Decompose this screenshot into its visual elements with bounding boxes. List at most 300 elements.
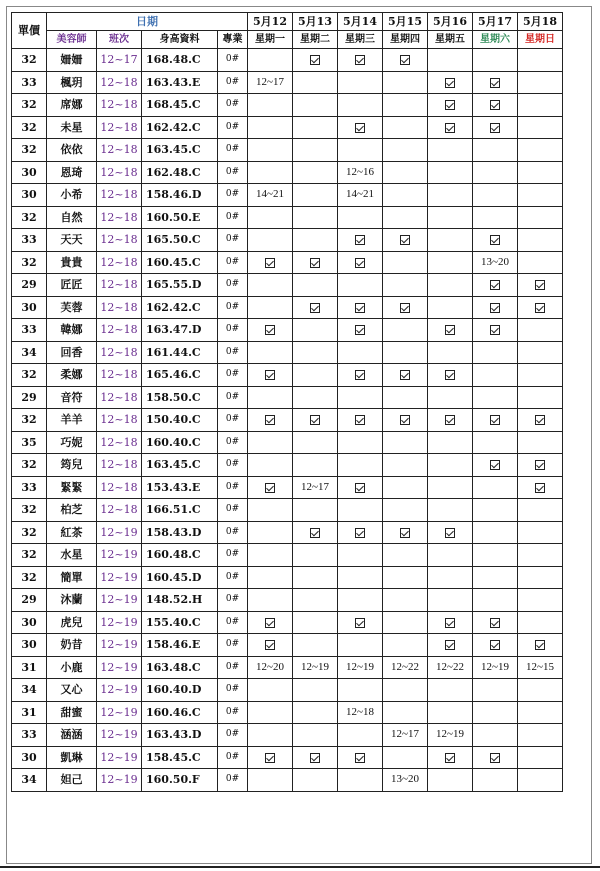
checkbox-checked-icon (310, 528, 320, 538)
checkbox-checked-icon (265, 753, 275, 763)
checkbox-checked-icon (445, 528, 455, 538)
weekday-header-saturday: 星期六 (473, 31, 518, 49)
checkbox-checked-icon (445, 753, 455, 763)
day-cell (248, 94, 293, 117)
height-data-cell: 162.42.C (142, 296, 218, 319)
price-cell: 30 (12, 611, 47, 634)
beautician-name: 依依 (47, 139, 97, 162)
day-cell (473, 319, 518, 342)
checkbox-checked-icon (355, 325, 365, 335)
class-cell: 12~18 (97, 319, 142, 342)
checkbox-checked-icon (400, 370, 410, 380)
table-row (12, 566, 563, 589)
day-cell (473, 71, 518, 94)
day-cell (473, 341, 518, 364)
day-cell (248, 769, 293, 792)
day-cell (338, 566, 383, 589)
day-cell (293, 679, 338, 702)
price-cell: 29 (12, 386, 47, 409)
professional-cell: 0# (218, 409, 248, 432)
day-cell (383, 544, 428, 567)
class-cell: 12~19 (97, 589, 142, 612)
day-cell (383, 364, 428, 387)
checkbox-checked-icon (265, 640, 275, 650)
date-header: 5月13 (293, 13, 338, 31)
day-cell (518, 499, 563, 522)
table-row (12, 611, 563, 634)
day-cell (473, 724, 518, 747)
price-cell: 29 (12, 589, 47, 612)
class-cell: 12~19 (97, 566, 142, 589)
table-row (12, 386, 563, 409)
day-cell (383, 274, 428, 297)
day-cell (518, 386, 563, 409)
price-cell: 32 (12, 116, 47, 139)
professional-cell: 0# (218, 589, 248, 612)
day-cell (518, 566, 563, 589)
day-cell (383, 611, 428, 634)
day-cell: 12~17 (293, 476, 338, 499)
class-cell: 12~18 (97, 364, 142, 387)
day-cell (473, 679, 518, 702)
professional-cell: 0# (218, 94, 248, 117)
table-row (12, 94, 563, 117)
day-cell (383, 296, 428, 319)
day-cell (293, 769, 338, 792)
professional-cell: 0# (218, 454, 248, 477)
day-cell (338, 364, 383, 387)
height-data-cell: 155.40.C (142, 611, 218, 634)
day-cell (338, 431, 383, 454)
checkbox-checked-icon (490, 235, 500, 245)
day-cell (383, 49, 428, 72)
day-cell: 13~20 (473, 251, 518, 274)
beautician-name: 簡單 (47, 566, 97, 589)
checkbox-checked-icon (310, 55, 320, 65)
price-cell: 32 (12, 566, 47, 589)
checkbox-checked-icon (490, 753, 500, 763)
height-data-cell: 150.40.C (142, 409, 218, 432)
day-cell (383, 454, 428, 477)
professional-cell: 0# (218, 476, 248, 499)
checkbox-checked-icon (355, 123, 365, 133)
day-cell (518, 139, 563, 162)
day-cell (383, 161, 428, 184)
day-cell (428, 341, 473, 364)
day-cell (518, 274, 563, 297)
height-data-cell: 163.45.C (142, 454, 218, 477)
professional-cell: 0# (218, 296, 248, 319)
beautician-name: 韓娜 (47, 319, 97, 342)
day-cell (338, 341, 383, 364)
day-cell (248, 589, 293, 612)
day-cell: 12~22 (428, 656, 473, 679)
day-cell (338, 386, 383, 409)
day-cell (428, 139, 473, 162)
day-cell (248, 116, 293, 139)
day-cell (338, 679, 383, 702)
checkbox-checked-icon (445, 325, 455, 335)
beautician-name: 恩琦 (47, 161, 97, 184)
height-data-cell: 160.48.C (142, 544, 218, 567)
day-cell (293, 454, 338, 477)
day-cell: 12~19 (293, 656, 338, 679)
day-cell: 14~21 (338, 184, 383, 207)
checkbox-checked-icon (355, 303, 365, 313)
table-row (12, 116, 563, 139)
class-cell: 12~18 (97, 409, 142, 432)
day-cell (293, 319, 338, 342)
beautician-name: 沐蘭 (47, 589, 97, 612)
beautician-name: 奶昔 (47, 634, 97, 657)
table-row (12, 184, 563, 207)
checkbox-checked-icon (535, 280, 545, 290)
weekday-header: 星期三 (338, 31, 383, 49)
class-cell: 12~19 (97, 701, 142, 724)
day-cell: 14~21 (248, 184, 293, 207)
beautician-name: 凱琳 (47, 746, 97, 769)
checkbox-checked-icon (265, 483, 275, 493)
day-cell (383, 521, 428, 544)
day-cell (428, 386, 473, 409)
class-cell: 12~18 (97, 454, 142, 477)
day-cell (518, 769, 563, 792)
height-data-cell: 166.51.C (142, 499, 218, 522)
day-cell (338, 724, 383, 747)
checkbox-checked-icon (355, 618, 365, 628)
day-cell (473, 274, 518, 297)
day-cell (518, 431, 563, 454)
beautician-name: 水星 (47, 544, 97, 567)
table-row (12, 679, 563, 702)
day-cell (518, 319, 563, 342)
day-cell (293, 251, 338, 274)
day-cell (293, 566, 338, 589)
date-header: 5月12 (248, 13, 293, 31)
beautician-name: 天天 (47, 229, 97, 252)
day-cell (518, 544, 563, 567)
day-cell (518, 409, 563, 432)
height-data-cell: 162.48.C (142, 161, 218, 184)
class-cell: 12~19 (97, 656, 142, 679)
day-cell (518, 94, 563, 117)
beautician-name: 妲己 (47, 769, 97, 792)
height-data-cell: 163.43.D (142, 724, 218, 747)
professional-cell: 0# (218, 566, 248, 589)
day-cell (338, 634, 383, 657)
beautician-name: 虎兒 (47, 611, 97, 634)
checkbox-checked-icon (490, 303, 500, 313)
price-cell: 34 (12, 769, 47, 792)
day-cell (293, 724, 338, 747)
checkbox-checked-icon (535, 303, 545, 313)
day-cell (428, 319, 473, 342)
day-cell (428, 71, 473, 94)
day-cell (518, 161, 563, 184)
day-cell (518, 724, 563, 747)
day-cell (293, 364, 338, 387)
day-cell (518, 364, 563, 387)
day-cell (338, 206, 383, 229)
checkbox-checked-icon (490, 640, 500, 650)
date-header: 5月18 (518, 13, 563, 31)
beautician-name: 紅茶 (47, 521, 97, 544)
day-cell (473, 386, 518, 409)
day-cell (383, 566, 428, 589)
checkbox-checked-icon (445, 78, 455, 88)
price-cell: 32 (12, 94, 47, 117)
day-cell: 12~19 (473, 656, 518, 679)
beautician-name: 姍姍 (47, 49, 97, 72)
table-row (12, 431, 563, 454)
day-cell (338, 319, 383, 342)
height-data-cell: 160.50.F (142, 769, 218, 792)
class-cell: 12~18 (97, 431, 142, 454)
price-cell: 33 (12, 71, 47, 94)
day-cell (293, 746, 338, 769)
day-cell (473, 94, 518, 117)
price-cell: 31 (12, 656, 47, 679)
height-data-cell: 160.40.D (142, 679, 218, 702)
checkbox-checked-icon (535, 640, 545, 650)
weekday-header: 星期二 (293, 31, 338, 49)
beautician-name: 巧妮 (47, 431, 97, 454)
day-cell (473, 521, 518, 544)
checkbox-checked-icon (445, 618, 455, 628)
day-cell (248, 229, 293, 252)
day-cell (473, 431, 518, 454)
professional-cell: 0# (218, 319, 248, 342)
day-cell (518, 296, 563, 319)
beautician-name: 羊羊 (47, 409, 97, 432)
checkbox-checked-icon (445, 370, 455, 380)
day-cell (293, 341, 338, 364)
price-cell: 32 (12, 49, 47, 72)
day-cell (518, 71, 563, 94)
professional-cell: 0# (218, 206, 248, 229)
day-cell (338, 746, 383, 769)
day-cell (383, 476, 428, 499)
professional-cell: 0# (218, 274, 248, 297)
day-cell (428, 769, 473, 792)
day-cell (248, 409, 293, 432)
day-cell (338, 71, 383, 94)
day-cell (293, 544, 338, 567)
professional-cell: 0# (218, 386, 248, 409)
beautician-name: 自然 (47, 206, 97, 229)
day-cell (473, 476, 518, 499)
day-cell (518, 454, 563, 477)
height-data-cell: 165.50.C (142, 229, 218, 252)
beautician-name: 音符 (47, 386, 97, 409)
bottom-rule (0, 866, 600, 868)
day-cell (338, 769, 383, 792)
class-cell: 12~18 (97, 161, 142, 184)
day-cell (293, 139, 338, 162)
day-cell (338, 116, 383, 139)
day-cell (293, 521, 338, 544)
price-cell: 32 (12, 454, 47, 477)
checkbox-checked-icon (445, 123, 455, 133)
height-data-cell: 162.42.C (142, 116, 218, 139)
class-cell: 12~18 (97, 139, 142, 162)
height-data-cell: 160.46.C (142, 701, 218, 724)
checkbox-checked-icon (490, 123, 500, 133)
table-row (12, 364, 563, 387)
day-cell (518, 701, 563, 724)
day-cell (293, 611, 338, 634)
professional-cell: 0# (218, 611, 248, 634)
beautician-name: 筠兒 (47, 454, 97, 477)
day-cell (248, 139, 293, 162)
day-cell (473, 746, 518, 769)
checkbox-checked-icon (355, 483, 365, 493)
day-cell (428, 94, 473, 117)
checkbox-checked-icon (310, 258, 320, 268)
table-row (12, 296, 563, 319)
checkbox-checked-icon (445, 415, 455, 425)
beautician-name: 小鹿 (47, 656, 97, 679)
day-cell (428, 634, 473, 657)
day-cell (428, 364, 473, 387)
day-cell (293, 296, 338, 319)
price-cell: 32 (12, 544, 47, 567)
price-cell: 32 (12, 139, 47, 162)
price-cell: 30 (12, 161, 47, 184)
class-cell: 12~18 (97, 341, 142, 364)
professional-cell: 0# (218, 116, 248, 139)
checkbox-checked-icon (265, 258, 275, 268)
table-row (12, 634, 563, 657)
price-cell: 33 (12, 724, 47, 747)
professional-cell: 0# (218, 71, 248, 94)
height-data-cell: 160.45.D (142, 566, 218, 589)
checkbox-checked-icon (490, 618, 500, 628)
day-cell (473, 296, 518, 319)
day-cell (383, 746, 428, 769)
class-cell: 12~18 (97, 206, 142, 229)
price-cell: 33 (12, 319, 47, 342)
day-cell (473, 409, 518, 432)
day-cell (383, 634, 428, 657)
price-cell: 32 (12, 499, 47, 522)
table-row (12, 229, 563, 252)
height-data-cell: 163.48.C (142, 656, 218, 679)
day-cell (383, 94, 428, 117)
price-header: 單價 (12, 13, 47, 49)
class-cell: 12~18 (97, 94, 142, 117)
day-cell (338, 611, 383, 634)
day-cell (248, 206, 293, 229)
height-data-cell: 160.45.C (142, 251, 218, 274)
height-data-cell: 163.45.C (142, 139, 218, 162)
class-cell: 12~19 (97, 611, 142, 634)
professional-cell: 0# (218, 499, 248, 522)
professional-cell: 0# (218, 701, 248, 724)
checkbox-checked-icon (400, 55, 410, 65)
schedule-table (11, 12, 563, 792)
day-cell (248, 274, 293, 297)
checkbox-checked-icon (355, 753, 365, 763)
day-cell (293, 409, 338, 432)
day-cell (383, 229, 428, 252)
beautician-name: 席娜 (47, 94, 97, 117)
day-cell (428, 611, 473, 634)
professional-cell: 0# (218, 49, 248, 72)
day-cell (428, 116, 473, 139)
day-cell (338, 409, 383, 432)
day-cell (473, 611, 518, 634)
day-cell (293, 116, 338, 139)
checkbox-checked-icon (265, 370, 275, 380)
day-cell (518, 206, 563, 229)
day-cell: 12~17 (248, 71, 293, 94)
table-row (12, 319, 563, 342)
day-cell (518, 229, 563, 252)
day-cell (293, 274, 338, 297)
checkbox-checked-icon (400, 235, 410, 245)
day-cell (248, 544, 293, 567)
class-cell: 12~18 (97, 251, 142, 274)
day-cell (293, 206, 338, 229)
height-data-cell: 165.55.D (142, 274, 218, 297)
day-cell (428, 49, 473, 72)
price-cell: 32 (12, 364, 47, 387)
day-cell (473, 139, 518, 162)
day-cell (428, 589, 473, 612)
table-row (12, 656, 563, 679)
day-cell (383, 386, 428, 409)
checkbox-checked-icon (490, 460, 500, 470)
table-row (12, 71, 563, 94)
day-cell (248, 161, 293, 184)
checkbox-checked-icon (535, 415, 545, 425)
table-row (12, 409, 563, 432)
day-cell (428, 229, 473, 252)
class-cell: 12~19 (97, 521, 142, 544)
day-cell (338, 139, 383, 162)
day-cell (248, 701, 293, 724)
day-cell (248, 679, 293, 702)
day-cell (248, 251, 293, 274)
day-cell (338, 49, 383, 72)
class-cell: 12~18 (97, 499, 142, 522)
day-cell (473, 634, 518, 657)
height-data-cell: 158.46.E (142, 634, 218, 657)
weekday-header: 星期一 (248, 31, 293, 49)
height-data-cell: 168.48.C (142, 49, 218, 72)
price-cell: 32 (12, 409, 47, 432)
beautician-name: 楓玥 (47, 71, 97, 94)
day-cell (338, 94, 383, 117)
class-cell: 12~19 (97, 769, 142, 792)
day-cell (248, 341, 293, 364)
class-header: 班次 (97, 31, 142, 49)
day-cell (293, 71, 338, 94)
professional-header: 專業 (218, 31, 248, 49)
price-cell: 32 (12, 206, 47, 229)
class-cell: 12~18 (97, 116, 142, 139)
table-row (12, 476, 563, 499)
day-cell: 12~16 (338, 161, 383, 184)
date-header: 5月15 (383, 13, 428, 31)
day-cell: 12~20 (248, 656, 293, 679)
day-cell (428, 431, 473, 454)
table-row (12, 724, 563, 747)
table-row (12, 49, 563, 72)
height-data-cell: 160.50.E (142, 206, 218, 229)
day-cell (383, 679, 428, 702)
